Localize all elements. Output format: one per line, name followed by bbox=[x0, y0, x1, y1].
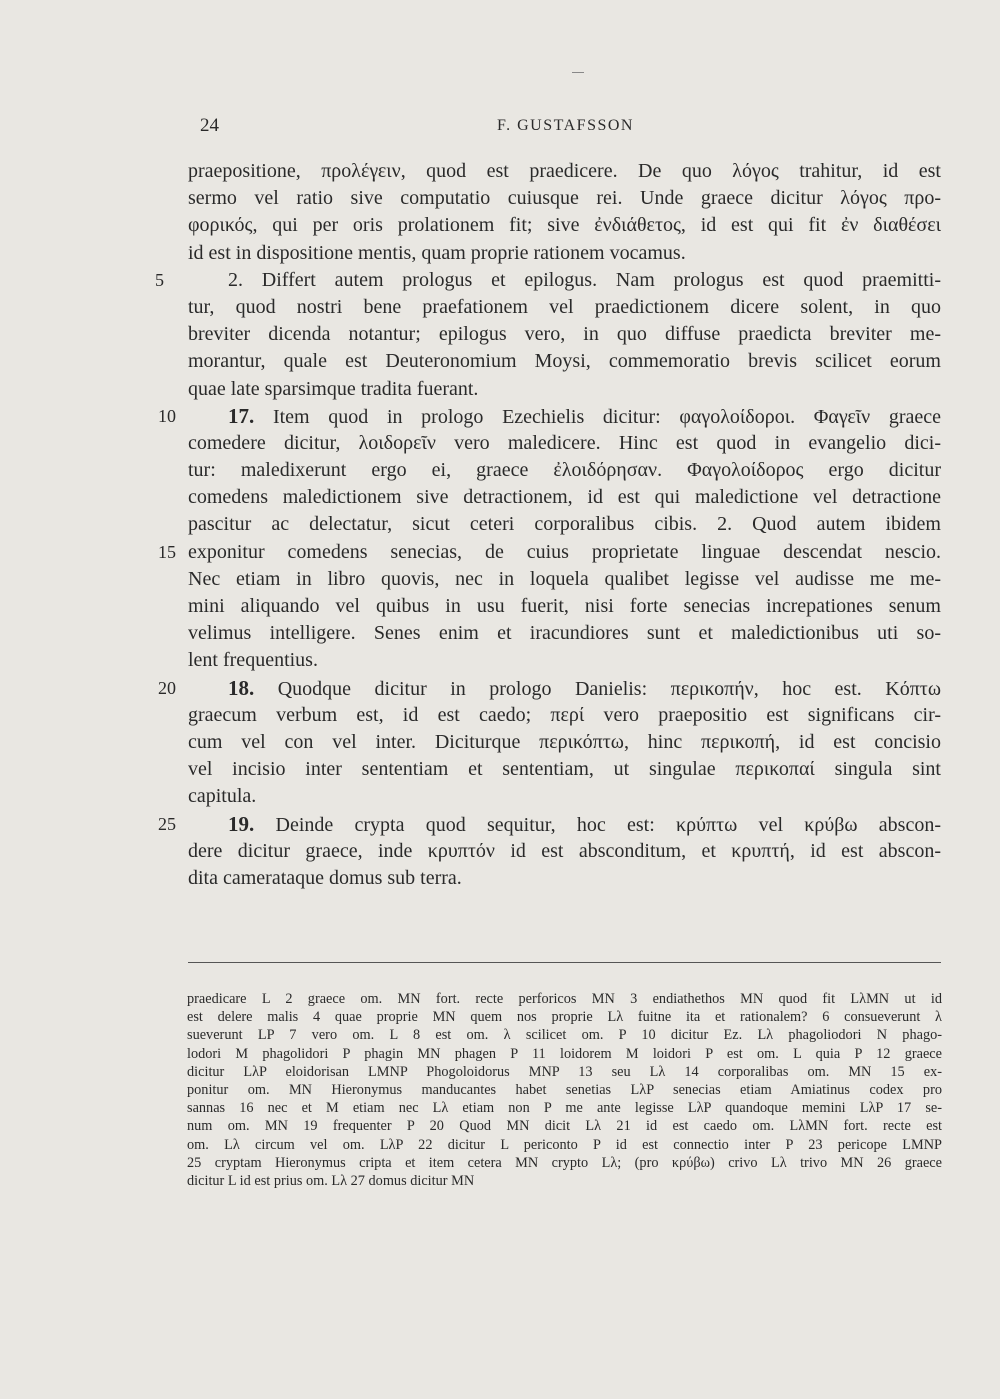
text-line bbox=[188, 212, 941, 239]
section-number: 19. bbox=[228, 811, 255, 836]
text-line bbox=[188, 484, 941, 511]
line-text: dere dicitur graece, inde κρυπτόν id est absconditum, et κρυπτή, id est abscon- bbox=[188, 839, 941, 862]
text-line bbox=[188, 838, 941, 865]
text-line bbox=[188, 158, 941, 185]
text-line bbox=[188, 702, 941, 729]
footnote-line: dicitur LλP eloidorisan LMNP Phogoloidorus MNP 13 seu Lλ 14 corporalibas om. MN 15 ex- bbox=[187, 1063, 942, 1080]
text-line bbox=[158, 403, 942, 430]
page-header bbox=[188, 115, 943, 143]
line-text: Deinde crypta quod sequitur, hoc est: κρύπτω vel κρύβω abscon- bbox=[275, 813, 942, 836]
text-line bbox=[188, 430, 941, 457]
line-text: morantur, quale est Deuteronomium Moysi, commemoratio brevis scilicet eorum bbox=[188, 350, 941, 373]
footnote-line: om. Lλ circum vel om. LλP 22 dicitur L periconto P id est connectio inter P 23 pericope LMNP bbox=[187, 1136, 942, 1153]
line-text: Nec etiam in libro quovis, nec in loquela qualibet legisse vel audisse me me- bbox=[188, 567, 941, 590]
section-number: 18. bbox=[228, 675, 255, 700]
line-text: sermo vel ratio sive computatio cuiusque rei. Unde graece dicitur λόγος προ- bbox=[188, 187, 941, 210]
body-text bbox=[155, 158, 942, 892]
line-text: capitula. bbox=[188, 785, 257, 808]
footnote-line: est delere malis 4 quae proprie MN quem nos proprie Lλ fuitne ita et rationalem? 6 consueverunt λ bbox=[187, 1009, 942, 1026]
line-text: breviter dicenda notantur; epilogus vero, in quo diffuse praedicta breviter me- bbox=[188, 323, 941, 346]
text-line bbox=[188, 729, 941, 756]
text-line bbox=[188, 457, 941, 484]
line-number: 5 bbox=[155, 269, 164, 290]
text-line bbox=[188, 376, 941, 403]
line-text: Quodque dicitur in prologo Danielis: περικοπήν, hoc est. Κόπτω bbox=[277, 677, 941, 700]
text-line bbox=[188, 783, 941, 810]
footnote-line: praedicare L 2 graece om. MN fort. recte perforicos MN 3 endiathethos MN quod fit LλMN ut id bbox=[187, 991, 942, 1007]
text-line bbox=[188, 185, 941, 212]
critical-apparatus bbox=[187, 990, 942, 1190]
text-line bbox=[188, 865, 941, 892]
text-line bbox=[188, 240, 941, 267]
line-text: graecum verbum est, id est caedo; περί vero praepositio est significans cir- bbox=[188, 703, 941, 726]
line-text: comedens maledictionem sive detractionem, id est qui maledictione vel detractione bbox=[188, 486, 941, 509]
page-number: 24 bbox=[200, 115, 219, 136]
footnote-line: 25 cryptam Hieronymus cripta et item cetera MN crypto Lλ; (pro κρύβω) crivo Lλ trivo MN 26 graece bbox=[187, 1154, 942, 1171]
footnote-line: lodori M phagolidori P phagin MN phagen P 11 loidorem M loidori P est om. L quia P 12 graece bbox=[187, 1045, 942, 1062]
footnote-rule bbox=[188, 962, 941, 963]
line-text: id est in dispositione mentis, quam proprie rationem vocamus. bbox=[188, 241, 686, 264]
running-head: F. GUSTAFSSON bbox=[497, 117, 634, 134]
section-number: 17. bbox=[228, 403, 255, 428]
text-line bbox=[188, 647, 941, 674]
text-line bbox=[188, 511, 941, 538]
line-text: tur, quod nostri bene praefationem vel praedictionem dicere solent, in quo bbox=[188, 295, 941, 318]
text-line bbox=[155, 267, 941, 294]
text-line bbox=[158, 539, 941, 566]
line-text: quae late sparsimque tradita fuerant. bbox=[188, 377, 479, 400]
line-text: velimus intelligere. Senes enim et iracundiores sunt et maledictionibus uti so- bbox=[188, 622, 941, 645]
line-number: 10 bbox=[158, 405, 176, 426]
line-text: lent frequentius. bbox=[188, 649, 318, 672]
text-line bbox=[188, 294, 941, 321]
text-line bbox=[188, 566, 941, 593]
text-line bbox=[188, 620, 941, 647]
line-text: tur: maledixerunt ergo ei, graece ἐλοιδόρησαν. Φαγολοίδορος ergo dicitur bbox=[188, 459, 941, 482]
footnote-line: dicitur L id est prius om. Lλ 27 domus dicitur MN bbox=[187, 1172, 475, 1189]
text-line bbox=[188, 321, 941, 348]
line-text: 2. Differt autem prologus et epilogus. Nam prologus est quod praemitti- bbox=[228, 268, 941, 291]
footnote-line: ponitur om. MN Hieronymus manducantes habet senetias LλP senecias etiam Amiatinus codex pro bbox=[187, 1081, 942, 1098]
footnote-line: num om. MN 19 frequenter P 20 Quod MN dicit Lλ 21 id est caedo om. LλMN fort. recte est bbox=[187, 1118, 942, 1135]
stray-mark bbox=[572, 72, 584, 73]
line-number: 15 bbox=[158, 541, 176, 562]
line-text: exponitur comedens senecias, de cuius proprietate linguae descendat nescio. bbox=[188, 540, 941, 563]
line-text: dita camerataque domus sub terra. bbox=[188, 866, 462, 889]
line-text: Item quod in prologo Ezechielis dicitur: φαγολοίδοροι. Φαγεῖν graece bbox=[272, 405, 942, 428]
line-text: praepositione, προλέγειν, quod est praedicere. De quo λόγος trahitur, id est bbox=[188, 160, 941, 182]
line-text: vel incisio inter sententiam et sententiam, ut singulae περικοπαί singula sint bbox=[188, 758, 941, 781]
text-line bbox=[158, 675, 941, 702]
text-line bbox=[158, 811, 942, 838]
line-text: comedere dicitur, λοιδορεῖν vero maledicere. Hinc est quod in evangelio dici- bbox=[188, 431, 941, 454]
text-line bbox=[188, 756, 941, 783]
line-number: 25 bbox=[158, 813, 176, 834]
text-line bbox=[188, 593, 941, 620]
line-text: φορικός, qui per oris prolationem fit; sive ἐνδιάθετος, id est qui fit ἐν διαθέσει bbox=[188, 214, 941, 237]
line-text: cum vel con vel inter. Diciturque περικόπτω, hinc περικοπή, id est concisio bbox=[188, 730, 941, 753]
footnote-line: sannas 16 nec et M etiam nec Lλ etiam non P me ante legisse LλP quandoque memini LλP 17 se- bbox=[187, 1100, 942, 1117]
footnote-line: sueverunt LP 7 vero om. L 8 est om. λ scilicet om. P 10 dicitur Ez. Lλ phagoliodori N phago- bbox=[187, 1027, 942, 1044]
text-line bbox=[188, 348, 941, 375]
line-number: 20 bbox=[158, 677, 176, 698]
line-text: mini aliquando vel quibus in usu fuerit, nisi forte senecias increpationes senum bbox=[188, 595, 941, 617]
line-text: pascitur ac delectatur, sicut ceteri corporalibus cibis. 2. Quod autem ibidem bbox=[188, 513, 941, 536]
